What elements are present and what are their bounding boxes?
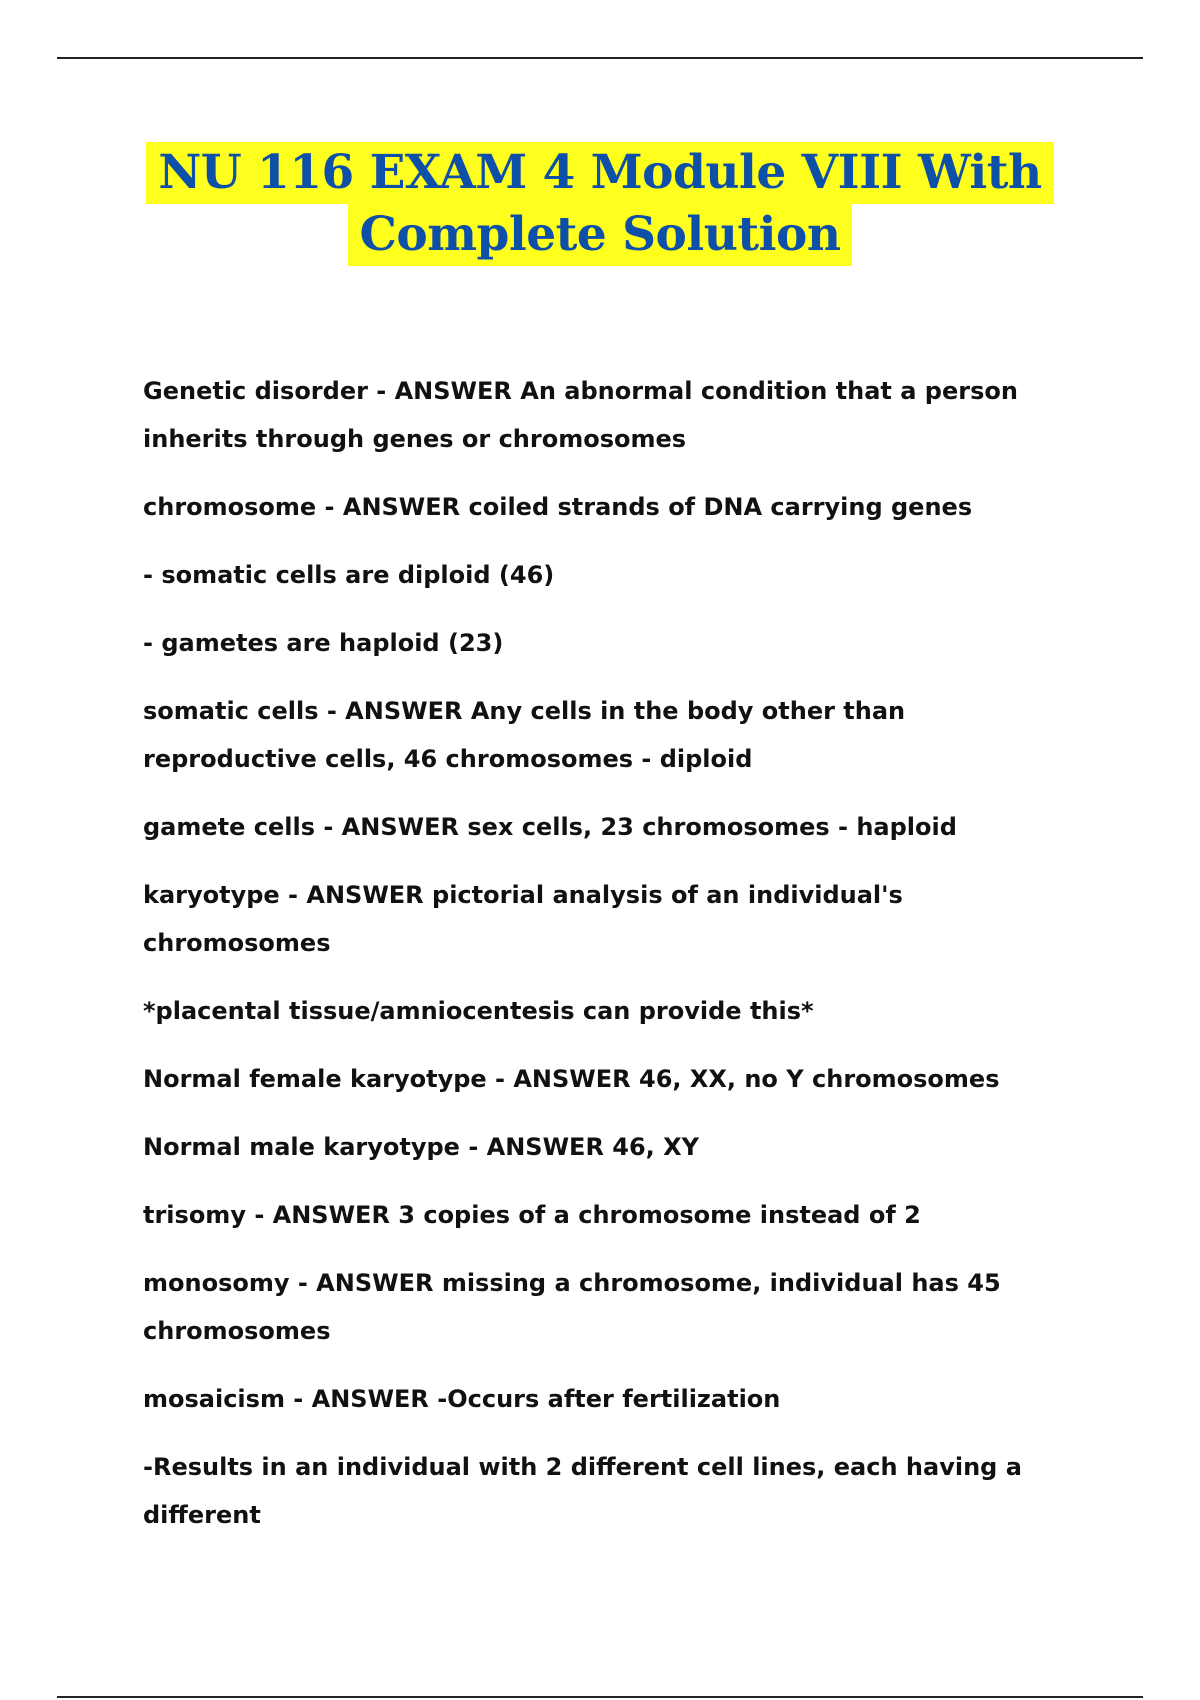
entry-normal-female-karyotype: Normal female karyotype - ANSWER 46, XX, no Y chromosomes <box>143 1065 1000 1093</box>
entry-gamete-cells: gamete cells - ANSWER sex cells, 23 chromosomes - haploid <box>143 813 957 841</box>
entry-karyotype: karyotype - ANSWER pictorial analysis of an individual's chromosomes <box>143 881 903 957</box>
entry-genetic-disorder: Genetic disorder - ANSWER An abnormal condition that a person inherits through genes or chromosomes <box>143 377 1018 453</box>
entry-somatic-diploid-note: - somatic cells are diploid (46) <box>143 561 555 589</box>
bottom-rule <box>57 1696 1143 1698</box>
entry-somatic-cells: somatic cells - ANSWER Any cells in the body other than reproductive cells, 46 chromosomes - diploid <box>143 697 906 773</box>
entry-placental-note: *placental tissue/amniocentesis can provide this* <box>143 997 814 1025</box>
title-line-1: NU 116 EXAM 4 Module VIII With <box>146 142 1053 204</box>
title-line-2: Complete Solution <box>348 204 853 266</box>
page-title <box>0 142 1200 266</box>
entry-monosomy: monosomy - ANSWER missing a chromosome, individual has 45 chromosomes <box>143 1269 1001 1345</box>
entry-mosaicism-results: -Results in an individual with 2 different cell lines, each having a different <box>143 1453 1022 1529</box>
top-rule <box>57 57 1143 59</box>
entry-gametes-haploid-note: - gametes are haploid (23) <box>143 629 504 657</box>
entry-normal-male-karyotype: Normal male karyotype - ANSWER 46, XY <box>143 1133 700 1161</box>
entry-trisomy: trisomy - ANSWER 3 copies of a chromosome instead of 2 <box>143 1201 921 1229</box>
document-body <box>143 367 1083 1559</box>
entry-mosaicism: mosaicism - ANSWER -Occurs after fertilization <box>143 1385 781 1413</box>
entry-chromosome: chromosome - ANSWER coiled strands of DNA carrying genes <box>143 493 973 521</box>
